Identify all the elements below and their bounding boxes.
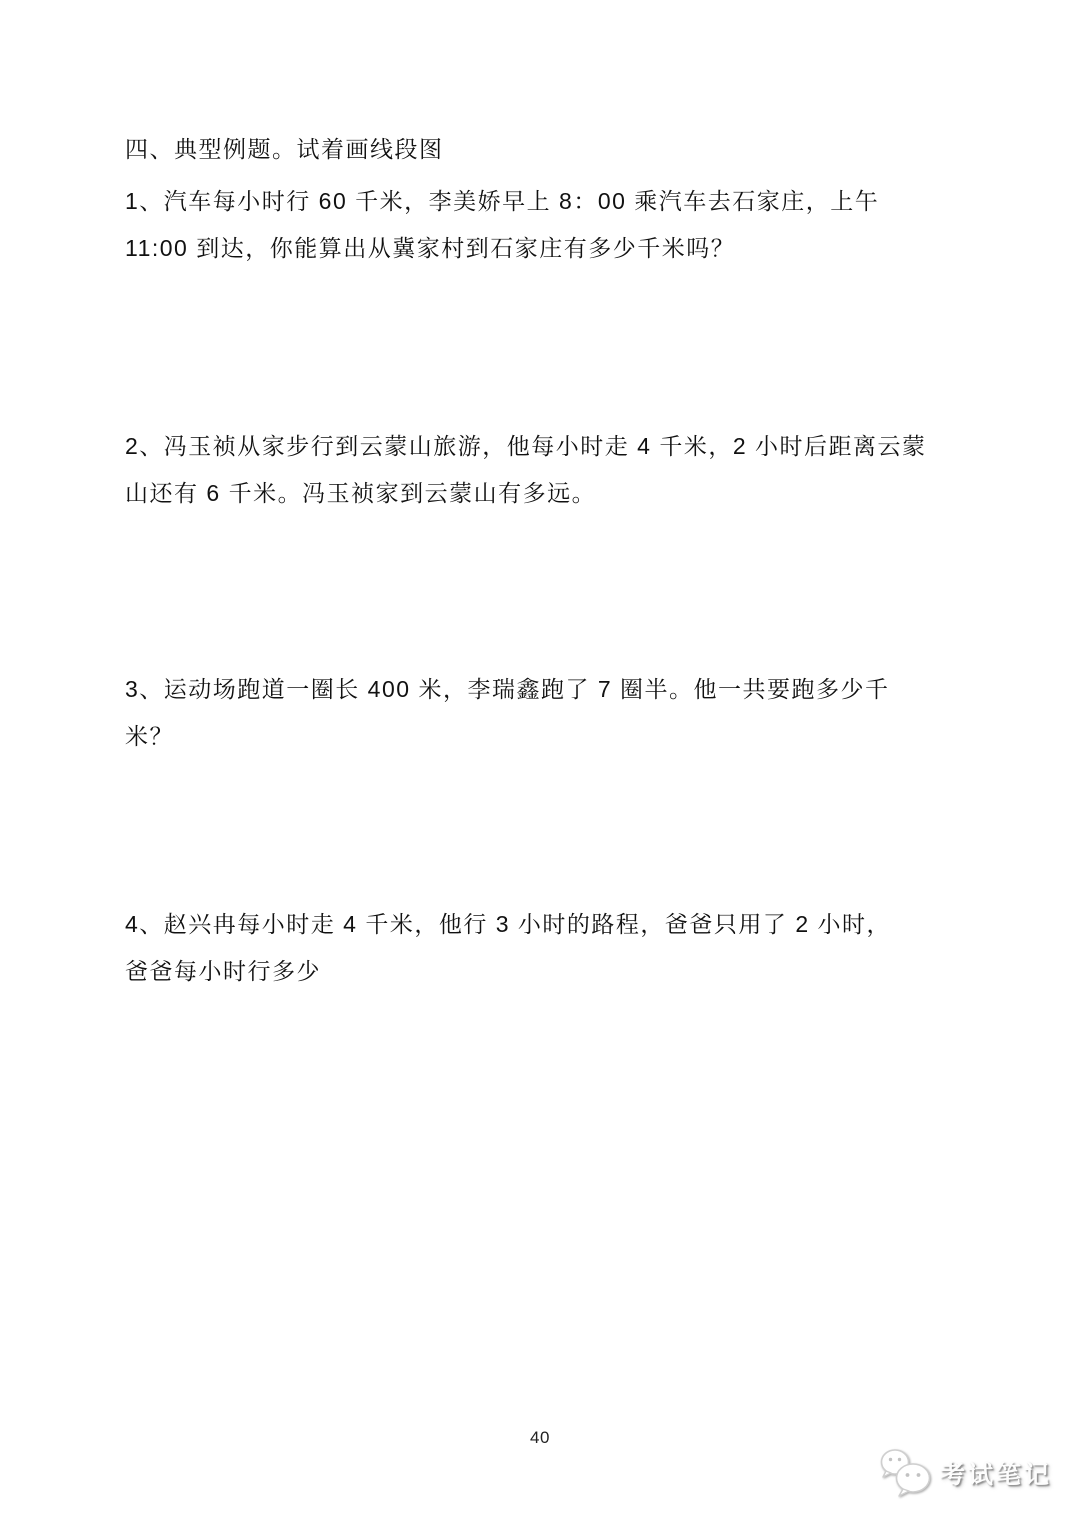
question-2-line-2: 山还有 6 千米。冯玉祯家到云蒙山有多远。	[125, 480, 597, 506]
question-2-line-1: 2、冯玉祯从家步行到云蒙山旅游，他每小时走 4 千米，2 小时后距离云蒙	[125, 433, 927, 459]
question-3-line-2: 米？	[125, 723, 174, 749]
question-4-line-1: 4、赵兴冉每小时走 4 千米，他行 3 小时的路程，爸爸只用了 2 小时，	[125, 911, 892, 937]
question-1-line-1: 1、汽车每小时行 60 千米，李美娇早上 8：00 乘汽车去石家庄，上午	[125, 188, 880, 214]
question-3	[125, 666, 970, 760]
question-1-line-2: 11:00 到达，你能算出从冀家村到石家庄有多少千米吗？	[125, 235, 736, 261]
page-number: 40	[530, 1428, 550, 1447]
question-1	[125, 178, 970, 272]
question-3-line-1: 3、运动场跑道一圈长 400 米，李瑞鑫跑了 7 圈半。他一共要跑多少千	[125, 676, 890, 702]
publisher-watermark	[876, 1447, 1052, 1499]
wechat-chat-bubbles-icon	[876, 1447, 934, 1499]
question-4	[125, 901, 970, 995]
question-2	[125, 423, 970, 517]
watermark-label: 考试笔记	[939, 1461, 1052, 1489]
question-4-line-2: 爸爸每小时行多少	[125, 958, 321, 984]
section-heading: 四、典型例题。试着画线段图	[125, 136, 444, 162]
